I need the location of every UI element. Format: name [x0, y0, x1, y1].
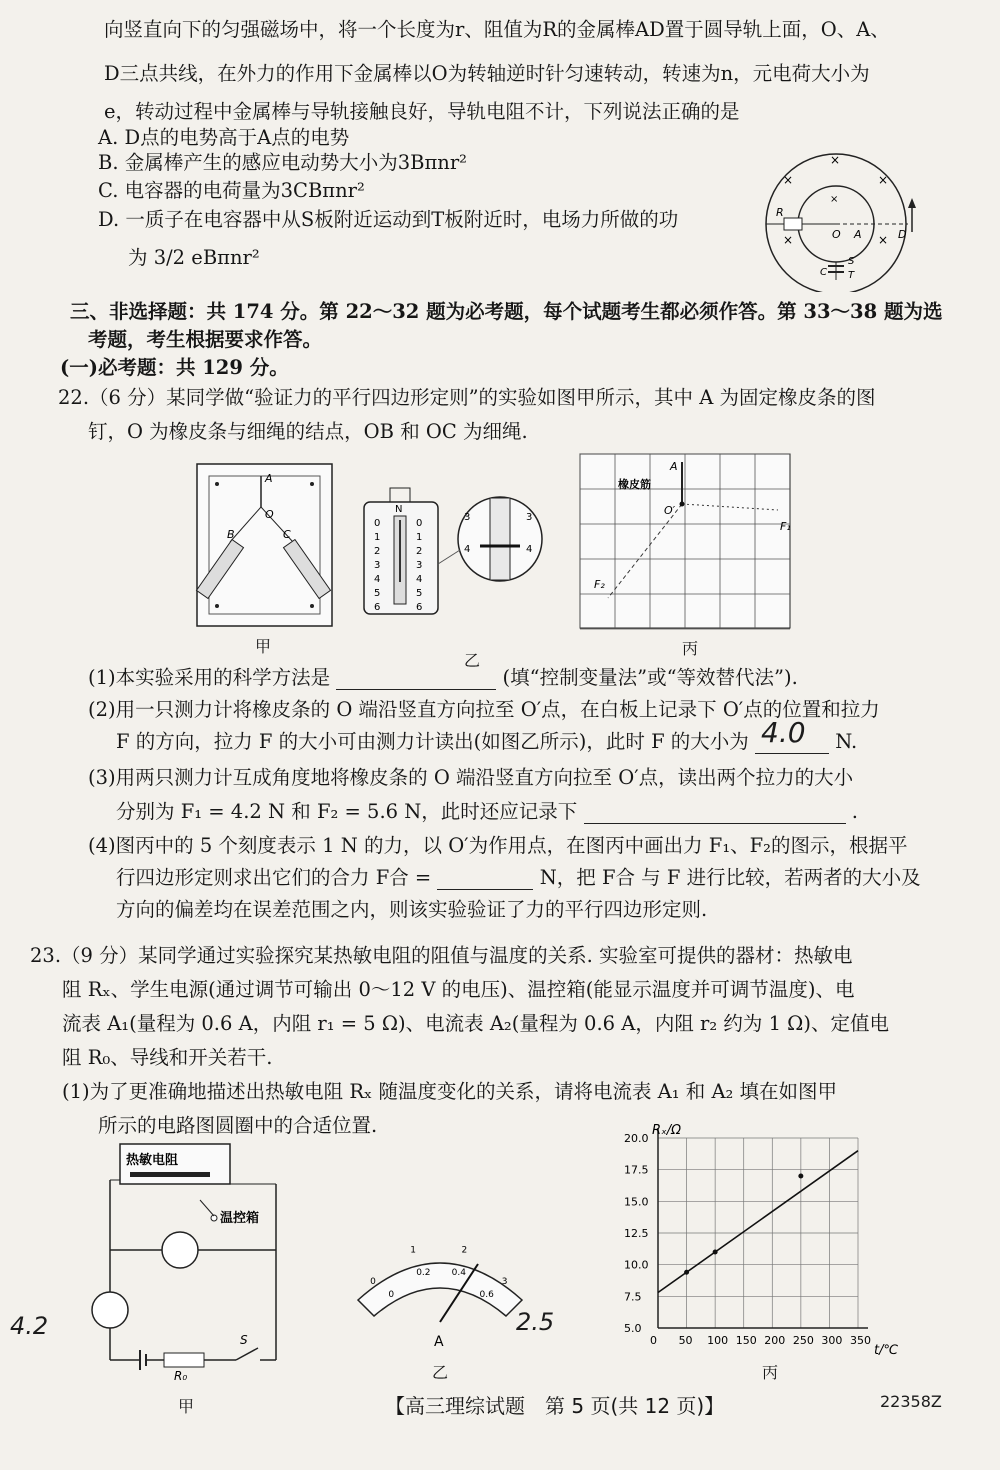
- label-thermistor: 热敏电阻: [126, 1153, 179, 1168]
- scale-ticks-left: [374, 518, 380, 613]
- q21-option-c: C. 电容器的电荷量为3CBπnr²: [98, 179, 365, 202]
- q22-part4-answer-blank[interactable]: [437, 869, 533, 890]
- y-tick-label: 5.0: [624, 1322, 642, 1335]
- label-S: S: [848, 256, 855, 267]
- label-A: A: [434, 1334, 444, 1350]
- q22-part1: [88, 666, 798, 690]
- x-tick-label: 100: [707, 1334, 729, 1347]
- q22-figure-jia: [195, 462, 335, 632]
- switch-S: [236, 1348, 258, 1360]
- chart-series: [658, 1151, 858, 1293]
- q23-figure-yi-ammeter: [350, 1230, 530, 1360]
- q23-stem3: 流表 A₁(量程为 0.6 A，内阻 r₁ = 5 Ω)、电流表 A₂(量程为 0.6 A，内阻 r₂ 约为 1 Ω)、定值电: [62, 1012, 889, 1035]
- q22-part4-line1: (4)图丙中的 5 个刻度表示 1 N 的力，以 O′为作用点，在图丙中画出力 F₁、F₂的图示，根据平: [88, 834, 908, 857]
- data-point: [798, 1174, 803, 1179]
- q22-caption-yi: 乙: [464, 651, 481, 670]
- q21-option-a: A. D点的电势高于A点的电势: [98, 126, 350, 149]
- q22-part4-text2: N，把 F合 与 F 进行比较，若两者的大小及: [539, 866, 921, 889]
- field-mark: ×: [830, 153, 841, 167]
- label-A: A: [854, 228, 862, 241]
- section3-line1: 三、非选择题：共 174 分。第 22～32 题为必考题，每个试题考生都必须作答。第 33～38 题为选: [70, 300, 943, 323]
- y-axis-label: Rₓ/Ω: [652, 1123, 682, 1138]
- scale-tick-label: 1: [374, 532, 381, 543]
- q21-line1: D三点共线，在外力的作用下金属棒以O为转轴逆时针匀速转动，转速为n，元电荷大小为: [104, 62, 870, 85]
- scale-tick-label: 5: [416, 588, 423, 599]
- scale-tick-label: 0: [374, 518, 381, 529]
- q22-part2-line1: (2)用一只测力计将橡皮条的 O 端沿竖直方向拉至 O′点，在白板上记录下 O′点的位置和拉力: [88, 698, 880, 721]
- q22-part2-line2: [116, 716, 858, 754]
- q23-stem2: 阻 Rₓ、学生电源(通过调节可输出 0～12 V 的电压)、温控箱(能显示温度并可调节温度)、电: [62, 978, 855, 1001]
- resistor-R0: [164, 1353, 204, 1367]
- label-O-prime: O′: [664, 504, 676, 517]
- label-O: O: [832, 228, 841, 241]
- label-C: C: [283, 528, 291, 541]
- q21-option-b: B. 金属棒产生的感应电动势大小为3Bπnr²: [98, 151, 467, 174]
- q22-part3-answer-blank[interactable]: [584, 803, 846, 824]
- scale-tick-label: 4: [416, 574, 423, 585]
- x-tick-label: 150: [735, 1334, 757, 1347]
- q23-caption-yi: 乙: [432, 1363, 449, 1382]
- label-F1: F₁: [780, 520, 791, 533]
- scale-ticks-right: [416, 518, 422, 613]
- q22-part3-text: 分别为 F₁ = 4.2 N 和 F₂ = 5.6 N，此时还应记录下: [116, 800, 578, 823]
- x-tick-label: 200: [764, 1334, 786, 1347]
- meter-slot-lower: [92, 1292, 128, 1328]
- meter-tick-inner: 0.2: [416, 1268, 431, 1279]
- scale-tick-label: 1: [416, 532, 423, 543]
- meter-tick-outer: 1: [410, 1245, 417, 1256]
- field-mark: ×: [878, 173, 889, 187]
- q22-part3-line1: (3)用两只测力计互成角度地将橡皮条的 O 端沿竖直方向拉至 O′点，读出两个拉力的大小: [88, 766, 854, 789]
- x-tick-label: 250: [792, 1334, 814, 1347]
- y-tick-label: 12.5: [624, 1227, 649, 1240]
- page-code: 22358Z: [880, 1392, 942, 1411]
- zoom-tick: 4: [526, 544, 533, 555]
- meter-tick-outer: 0: [370, 1277, 376, 1288]
- q22-part4-text: 行四边形定则求出它们的合力 F合 =: [116, 866, 432, 889]
- meter-tick-inner: 0: [388, 1290, 395, 1301]
- page-footer: 【高三理综试题 第 5 页(共 12 页)】: [385, 1394, 725, 1418]
- scale-tick-label: 3: [374, 560, 381, 571]
- scale-tick-label: 0: [416, 518, 423, 529]
- rotation-arrow-icon: [908, 198, 916, 208]
- q22-part1-answer-blank[interactable]: [336, 669, 496, 690]
- resistor-R: [784, 218, 802, 230]
- label-T: T: [848, 270, 855, 281]
- x-tick-label: 0: [650, 1334, 657, 1347]
- scale-tick-label: 4: [374, 574, 381, 585]
- q22-part2-unit: N.: [835, 730, 858, 753]
- label-rubber: 橡皮筋: [618, 478, 651, 491]
- handwritten-left: 4.2: [10, 1312, 49, 1340]
- q22-stem2: 钉，O 为橡皮条与细绳的结点，OB 和 OC 为细绳.: [88, 420, 528, 443]
- field-mark: ×: [783, 173, 794, 187]
- q23-part1-line1: (1)为了更准确地描述出热敏电阻 Rₓ 随温度变化的关系，请将电流表 A₁ 和 A₂ 填在如图甲: [62, 1080, 838, 1103]
- label-B: B: [227, 528, 235, 541]
- handwritten-answer: 4.0: [761, 716, 806, 749]
- scale-tick-label: 6: [416, 602, 423, 613]
- y-tick-label: 17.5: [624, 1163, 649, 1177]
- label-R: R: [776, 206, 784, 219]
- q22-stem1: 22.（6 分）某同学做“验证力的平行四边形定则”的实验如图甲所示，其中 A 为固定橡皮条的图: [58, 386, 876, 409]
- label-D: D: [898, 228, 907, 241]
- period: .: [851, 800, 858, 823]
- label-C: C: [820, 267, 827, 278]
- label-A: A: [265, 472, 273, 485]
- q21-option-d-cont: 为 3/2 eBπnr²: [128, 246, 260, 269]
- zoom-tick: 4: [464, 544, 471, 555]
- q21-figure-circuit: [748, 132, 938, 292]
- scale-tick-label: 5: [374, 588, 381, 599]
- section3-line2: 考题，考生根据要求作答。: [88, 328, 323, 351]
- q21-option-d: D. 一质子在电容器中从S板附近运动到T板附近时，电场力所做的功: [98, 208, 679, 231]
- label-O: O: [265, 508, 274, 521]
- x-tick-label: 50: [678, 1334, 693, 1347]
- label-F2: F₂: [594, 578, 605, 591]
- section3-sub1: (一)必考题：共 129 分。: [60, 356, 289, 379]
- q22-part4-line3: 方向的偏差均在误差范围之内，则该实验验证了力的平行四边形定则.: [116, 898, 708, 921]
- q22-figure-bing: [578, 452, 796, 632]
- scale-tick-label: 3: [416, 560, 423, 571]
- q22-caption-jia: 甲: [255, 637, 272, 656]
- data-point: [713, 1250, 718, 1255]
- q22-part2-answer-blank[interactable]: [755, 716, 829, 754]
- q23-stem4: 阻 R₀、导线和开关若干.: [62, 1046, 273, 1069]
- meter-tick-inner: 0.4: [451, 1267, 466, 1278]
- q22-part2-text: F 的方向，拉力 F 的大小可由测力计读出(如图乙所示)，此时 F 的大小为: [116, 730, 749, 753]
- q22-part3-line2: [116, 800, 858, 824]
- handwritten-meter: 2.5: [516, 1308, 555, 1336]
- meter-tick-inner: 0.6: [479, 1289, 494, 1300]
- y-tick-label: 7.5: [624, 1290, 642, 1304]
- q22-figure-yi: [360, 484, 550, 634]
- field-mark: ×: [878, 233, 889, 247]
- x-axis-label: t/℃: [874, 1343, 899, 1358]
- x-tick-label: 350: [850, 1334, 871, 1347]
- x-tick-label: 300: [821, 1334, 843, 1347]
- meter-slot-upper: [162, 1232, 198, 1268]
- label-N: N: [395, 504, 403, 515]
- zoom-tick: 3: [526, 512, 533, 523]
- label-A: A: [670, 460, 678, 473]
- q22-caption-bing: 丙: [682, 639, 699, 658]
- y-tick-label: 10.0: [624, 1258, 649, 1272]
- field-mark: ×: [830, 194, 839, 205]
- q21-line0: 向竖直向下的匀强磁场中，将一个长度为r、阻值为R的金属棒AD置于圆导轨上面，O、A、: [104, 18, 890, 41]
- q23-part1-line2: 所示的电路图圆圈中的合适位置.: [98, 1114, 378, 1137]
- q22-part4-line2: [116, 866, 921, 890]
- field-mark: ×: [783, 233, 794, 247]
- chart-grid: [658, 1128, 868, 1328]
- scale-tick-label: 2: [416, 546, 423, 557]
- chart-ticks: [624, 1132, 871, 1347]
- q23-caption-jia: 甲: [178, 1397, 195, 1416]
- q23-stem1: 23.（9 分）某同学通过实验探究某热敏电阻的阻值与温度的关系. 实验室可提供的器材：热敏电: [30, 944, 853, 967]
- q21-line2: e，转动过程中金属棒与导轨接触良好，导轨电阻不计，下列说法正确的是: [104, 100, 740, 123]
- zoom-tick: 3: [464, 512, 471, 523]
- scale-tick-label: 6: [374, 602, 381, 613]
- meter-tick-outer: 3: [501, 1276, 508, 1287]
- scale-tick-label: 2: [374, 546, 381, 557]
- q23-caption-bing: 丙: [762, 1363, 779, 1382]
- thermistor: [130, 1172, 210, 1177]
- label-oven: 温控箱: [220, 1211, 260, 1226]
- y-tick-label: 20.0: [624, 1132, 649, 1145]
- q23-figure-jia: [80, 1140, 300, 1380]
- q23-figure-bing-chart: [610, 1118, 910, 1358]
- y-tick-label: 15.0: [624, 1195, 649, 1209]
- label-S: S: [240, 1333, 248, 1347]
- data-point: [684, 1270, 689, 1275]
- meter-tick-outer: 2: [461, 1245, 468, 1256]
- label-R0: R₀: [174, 1369, 188, 1380]
- q22-part1-text: (1)本实验采用的科学方法是: [88, 666, 331, 689]
- q22-part1-hint: (填“控制变量法”或“等效替代法”).: [502, 666, 798, 689]
